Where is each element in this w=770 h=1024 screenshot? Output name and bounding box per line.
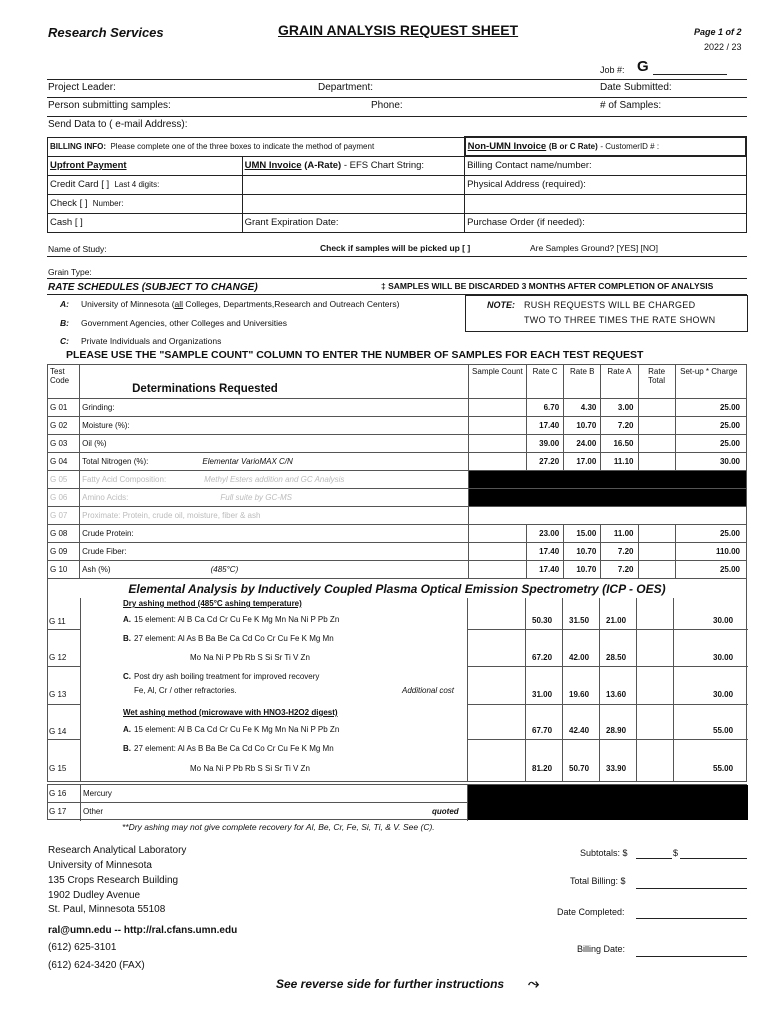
rate-total [638,417,675,435]
study-name-field[interactable]: Name of Study: [48,244,107,254]
divider [562,598,563,782]
g13-rate-a: 13.60 [606,690,627,699]
table-row [48,435,747,453]
upfront-payment-label: Upfront Payment [50,160,127,171]
subtotals-label: Subtotals: $ [580,848,628,858]
g14-rate-b: 42.40 [569,726,590,735]
setup-charge: 25.00 [675,399,746,417]
g11-elements: 15 element: Al B Ca Cd Cr Cu Fe K Mg Mn Na Ni P Pb Zn [134,615,340,624]
g13-setup: 30.00 [713,690,734,699]
g11-rate-a: 21.00 [606,616,627,625]
non-umn-rate: (B or C Rate) [548,142,598,151]
sample-count-input[interactable] [468,399,526,417]
rate-b: 15.00 [564,525,601,543]
row-name: Crude Protein: [82,529,134,538]
rate-b-text: Government Agencies, other Colleges and Universities [81,318,287,328]
rate-b: 10.70 [564,543,601,561]
rate-b: 10.70 [564,417,601,435]
g15-elements-1: 27 element: Al As B Ba Be Ca Cd Co Cr Cu Fe K Mg Mn [134,744,334,753]
row-determination [80,507,469,525]
row-code: G 10 [48,561,80,579]
row-determination [80,471,469,489]
rate-total [638,543,675,561]
col-rate-a: Rate A [601,365,638,399]
rate-schedules-title: RATE SCHEDULES (SUBJECT TO CHANGE) [48,282,258,293]
billing-date-field[interactable] [636,956,747,957]
blackout-cell [468,489,746,507]
g14-code: G 14 [49,727,67,736]
divider [48,739,80,740]
billing-info-text: Please complete one of the three boxes to indicate the method of payment [110,142,375,151]
row-determination [80,453,469,471]
divider [80,785,81,821]
g11-letter: A. [123,615,131,624]
umn-rate: (A-Rate) [304,160,342,171]
sample-count-input[interactable] [468,453,526,471]
umn-invoice-cell[interactable] [242,156,465,175]
row-code: G 08 [48,525,80,543]
address-line-1: Research Analytical Laboratory [48,845,187,856]
org-name: Research Services [48,25,164,40]
subtotals-dollar: $ [673,848,679,858]
g14-rate-a: 28.90 [606,726,627,735]
fiscal-year: 2022 / 23 [704,42,742,52]
rate-a: 3.00 [601,399,638,417]
g12-rate-c: 67.20 [532,653,553,662]
row-code: G 09 [48,543,80,561]
rate-a-text: University of Minnesota (all Colleges, Departments,Research and Outreach Centers) [81,299,400,309]
turn-page-icon: ⤳ [528,975,540,991]
non-umn-invoice-label: Non-UMN Invoice [467,141,547,152]
rate-a: 16.50 [601,435,638,453]
cash-checkbox[interactable]: Cash [ ] [48,213,243,232]
col-test-code: Test Code [48,365,80,399]
g12-code: G 12 [49,653,67,662]
divider [47,278,747,279]
g12-letter: B. [123,634,131,643]
divider [467,629,748,630]
check-checkbox[interactable]: Check [ ] [50,198,88,209]
contact-fax: (612) 624-3420 (FAX) [48,960,145,971]
icp-title: Elemental Analysis by Inductively Coupled Plasma Optical Emission Spectrometry (ICP - OES) [48,579,747,599]
g15-elements-2: Mo Na Ni P Pb Rb S Si Sr Ti V Zn [190,764,310,773]
g14-elements: 15 element: Al B Ca Cd Cr Cu Fe K Mg Mn Na Ni P Pb Zn [134,725,340,734]
divider [467,704,748,705]
phone-field[interactable]: Phone: [371,100,403,111]
setup-charge: 25.00 [675,525,746,543]
sample-count-input[interactable] [468,543,526,561]
send-data-field[interactable]: Send Data to ( e-mail Address): [48,119,188,130]
department-field[interactable]: Department: [318,82,374,93]
g12-elements-1: 27 element: Al As B Ba Be Ca Cd Co Cr Cu Fe K Mg Mn [134,634,334,643]
blackout-cell [468,471,746,489]
row-name: Fatty Acid Composition: [82,475,167,484]
sample-count-input[interactable] [468,561,526,579]
table-row [48,543,747,561]
row-name: Amino Acids: [82,493,129,502]
contact-phone: (612) 625-3101 [48,942,117,953]
row-note: Full suite by GC-MS [220,493,292,502]
efs-chart-field[interactable] [242,175,465,194]
total-billing-label: Total Billing: $ [570,876,626,886]
divider [467,666,748,667]
g12-rate-a: 28.50 [606,653,627,662]
rate-total [638,561,675,579]
note-key: NOTE: [487,300,515,310]
icp-section [47,598,747,782]
row-code: G 07 [48,507,80,525]
setup-charge: 25.00 [675,417,746,435]
divider [467,598,468,782]
rate-a: 7.20 [601,417,638,435]
g11-code: G 11 [49,617,66,626]
rate-c: 6.70 [527,399,564,417]
row-note: Elementar VarioMAX C/N [202,457,293,466]
g16-name: Mercury [83,789,112,798]
row-determination [80,417,469,435]
rate-c: 17.40 [527,417,564,435]
setup-charge: 30.00 [675,453,746,471]
job-label: Job #: [600,65,625,75]
row-code: G 06 [48,489,80,507]
rates-table [47,364,747,599]
rate-c-key: C: [60,336,69,346]
row-name: Ash (%) [82,565,111,574]
subtotal-field-2[interactable] [680,858,747,859]
note-line-1: RUSH REQUESTS WILL BE CHARGED [524,300,696,310]
g14-setup: 55.00 [713,726,734,735]
rate-a: 11.10 [601,453,638,471]
physical-address-field[interactable]: Physical Address (required): [465,175,746,194]
blackout-cell [468,507,746,525]
row-determination [80,435,469,453]
table-row [48,471,747,489]
row-determination [80,399,469,417]
upfront-payment-cell [48,156,243,175]
rate-c: 27.20 [527,453,564,471]
contact-email[interactable]: ral@umn.edu -- http://ral.cfans.umn.edu [48,925,238,936]
g11-rate-b: 31.50 [569,616,590,625]
credit-card-checkbox[interactable]: Credit Card [ ] [50,179,110,190]
g11-rate-c: 50.30 [532,616,553,625]
billing-contact-field[interactable]: Billing Contact name/number: [465,156,746,175]
samples-ground-choice[interactable]: Are Samples Ground? [YES] [NO] [530,243,659,253]
non-umn-invoice-cell[interactable] [465,137,746,156]
col-rate-c: Rate C [527,365,564,399]
g17-name: Other [83,807,104,816]
g12-rate-b: 42.00 [569,653,590,662]
subtotal-field-1[interactable] [636,858,672,859]
g17-quoted: quoted [432,807,459,816]
final-rows [47,784,747,820]
rate-c: 39.00 [527,435,564,453]
row-code: G 01 [48,399,80,417]
divider [80,598,81,782]
g15-rate-c: 81.20 [532,764,553,773]
page-number: Page 1 of 2 [694,27,742,37]
row-code: G 03 [48,435,80,453]
setup-charge: 25.00 [675,435,746,453]
note-line-2: TWO TO THREE TIMES THE RATE SHOWN [524,315,716,325]
grain-type-field[interactable]: Grain Type: [48,267,92,277]
g15-rate-b: 50.70 [569,764,590,773]
date-completed-label: Date Completed: [557,907,625,917]
row-determination [80,525,469,543]
total-billing-field[interactable] [636,888,747,889]
divider [467,739,748,740]
row-code: G 05 [48,471,80,489]
date-submitted-field[interactable]: Date Submitted: [600,82,672,93]
row-note: (485°C) [210,565,239,574]
efs-chart-label: - EFS Chart String: [343,160,425,171]
table-row [48,417,747,435]
divider [47,116,747,117]
sample-count-input[interactable] [468,525,526,543]
table-row [48,489,747,507]
last4-label: Last 4 digits: [114,180,160,189]
divider [599,598,600,782]
row-code: G 04 [48,453,80,471]
job-prefix: G [637,58,649,75]
rate-c-text: Private Individuals and Organizations [81,336,222,346]
rate-a: 7.20 [601,561,638,579]
g17-code: G 17 [49,807,67,816]
row-determination [80,543,469,561]
rate-b: 17.00 [564,453,601,471]
g11-setup: 30.00 [713,616,734,625]
sample-count-banner: PLEASE USE THE "SAMPLE COUNT" COLUMN TO ENTER THE NUMBER OF SAMPLES FOR EACH TEST REQUEST [66,349,644,361]
setup-charge: 110.00 [675,543,746,561]
col-determinations: Determinations Requested [80,365,469,399]
g12-setup: 30.00 [713,653,734,662]
g13-code: G 13 [49,690,67,699]
g15-rate-a: 33.90 [606,764,627,773]
g15-letter: B. [123,744,131,753]
divider [48,629,80,630]
table-row [48,399,747,417]
page-title: GRAIN ANALYSIS REQUEST SHEET [278,22,519,38]
rate-a-key: A: [60,299,69,309]
job-number-field[interactable] [653,74,727,75]
g14-rate-c: 67.70 [532,726,553,735]
wet-ashing-title: Wet ashing method (microwave with HNO3-H2O2 digest) [123,708,338,717]
rate-a: 11.00 [601,525,638,543]
table-row [48,525,747,543]
reverse-side-note: See reverse side for further instructions [276,977,505,991]
row-determination [80,489,469,507]
customer-id-label: - CustomerID # : [600,142,660,151]
table-row [48,507,747,525]
footnote: **Dry ashing may not give complete recovery for Al, Be, Cr, Fe, Si, Ti, & V. See (C). [122,822,435,832]
project-leader-field[interactable]: Project Leader: [48,82,116,93]
address-line-2: University of Minnesota [48,860,152,871]
blackout-g17 [468,803,748,820]
g15-setup: 55.00 [713,764,734,773]
person-submitting-field[interactable]: Person submitting samples: [48,100,171,111]
billing-date-label: Billing Date: [577,944,626,954]
rate-b: 24.00 [564,435,601,453]
row-name: Crude Fiber: [82,547,127,556]
g16-code: G 16 [49,789,67,798]
address-line-3: 135 Crops Research Building [48,875,179,886]
g13-letter: C. [123,672,131,681]
dry-ashing-title: Dry ashing method (485°C ashing temperature) [123,599,302,608]
address-line-4: 1902 Dudley Avenue [48,890,141,901]
g15-code: G 15 [49,764,67,773]
divider [525,598,526,782]
sample-count-input[interactable] [468,435,526,453]
divider [47,97,747,98]
address-line-5: St. Paul, Minnesota 55108 [48,904,166,915]
pickup-checkbox[interactable]: Check if samples will be picked up [ ] [320,243,471,253]
billing-table [47,136,747,233]
divider [48,704,80,705]
rate-b: 4.30 [564,399,601,417]
row-determination [80,561,469,579]
divider [636,598,637,782]
g12-elements-2: Mo Na Ni P Pb Rb S Si Sr Ti V Zn [190,653,310,662]
check-number-label: Number: [92,199,124,208]
row-code: G 02 [48,417,80,435]
row-name: Total Nitrogen (%): [82,457,149,466]
sample-count-input[interactable] [468,417,526,435]
rate-total [638,525,675,543]
divider [673,598,674,782]
rate-total [638,399,675,417]
check-cell[interactable] [48,194,243,213]
billing-info-label: BILLING INFO: [50,142,106,151]
umn-invoice-label: UMN Invoice [244,160,302,171]
row-name: Oil (%) [82,439,107,448]
table-row [48,561,747,579]
efs-chart-field-2[interactable] [242,194,465,213]
credit-card-cell[interactable] [48,175,243,194]
g14-letter: A. [123,725,131,734]
rate-c: 23.00 [527,525,564,543]
rate-c: 17.40 [527,543,564,561]
row-name: Proximate: Protein, crude oil, moisture, fiber & ash [82,511,261,520]
purchase-order-field[interactable]: Purchase Order (if needed): [465,213,746,232]
col-rate-total: Rate Total [638,365,675,399]
g13-rate-b: 19.60 [569,690,590,699]
divider [47,79,747,80]
g13-rate-c: 31.00 [532,690,553,699]
divider [47,256,747,257]
table-header-row [48,365,747,399]
g13-text-2: Fe, Al, Cr / other refractories. [134,686,237,695]
row-name: Grinding: [82,403,115,412]
rate-a: 7.20 [601,543,638,561]
col-sample-count: Sample Count [468,365,526,399]
rate-total [638,435,675,453]
icp-title-row [48,579,747,599]
rate-total [638,453,675,471]
table-row [48,453,747,471]
setup-charge: 25.00 [675,561,746,579]
row-name: Moisture (%): [82,421,130,430]
col-rate-b: Rate B [564,365,601,399]
rate-c: 17.40 [527,561,564,579]
blackout-g16 [467,785,748,803]
discard-notice: ‡ SAMPLES WILL BE DISCARDED 3 MONTHS AFTER COMPLETION OF ANALYSIS [381,281,714,291]
grant-expiration-field[interactable]: Grant Expiration Date: [242,213,465,232]
num-samples-field[interactable]: # of Samples: [600,100,662,111]
divider [48,666,80,667]
date-completed-field[interactable] [636,918,747,919]
address-field-2[interactable] [465,194,746,213]
g13-text-1: Post dry ash boiling treatment for improved recovery [134,672,320,681]
g13-additional-cost: Additional cost [402,686,455,695]
billing-info-cell [48,137,465,156]
row-note: Methyl Esters addition and GC Analysis [204,475,345,484]
rate-b: 10.70 [564,561,601,579]
col-setup-charge: Set-up * Charge [675,365,746,399]
rate-b-key: B: [60,318,69,328]
